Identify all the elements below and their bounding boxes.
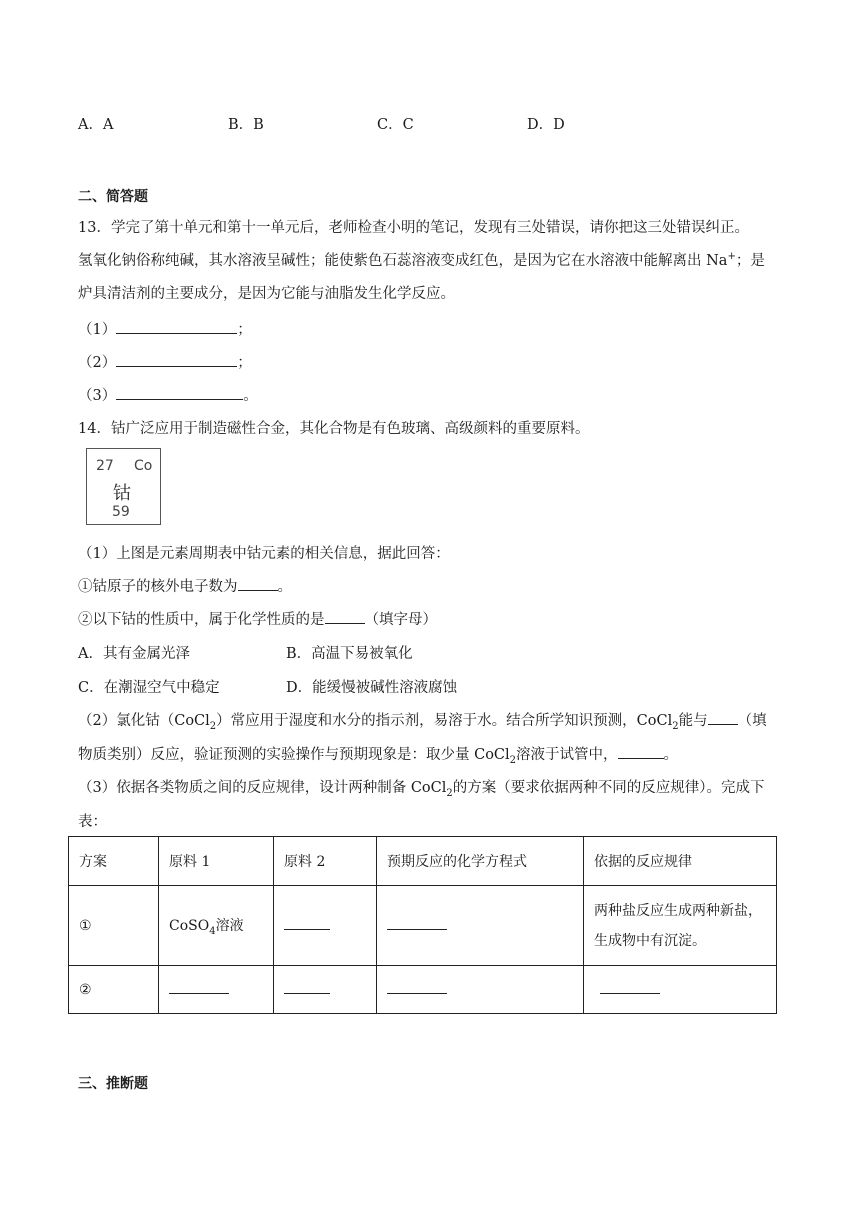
material2-blank[interactable] (274, 966, 377, 1014)
table-header: 原料 1 (159, 837, 274, 886)
choice-c: C．C (377, 117, 414, 133)
q14-part1b: ②以下钴的性质中，属于化学性质的是 （填字母） (78, 608, 437, 629)
option-c: C．在潮湿空气中稳定 (78, 680, 220, 696)
table-row (69, 886, 777, 966)
q13-blank-1[interactable]: （1） ； (78, 318, 252, 339)
section2-heading: 二、简答题 (78, 189, 148, 205)
q13-blank-3[interactable]: （3） 。 (78, 384, 258, 405)
material2-blank[interactable] (274, 886, 377, 966)
equation-blank[interactable] (377, 886, 584, 966)
section3-heading: 三、推断题 (78, 1076, 148, 1092)
q14-part2-line1: （2）氯化钴（CoCl$_2$）常应用于湿度和水分的指示剂，易溶于水。结合所学知识预测，CoCl$_2$能与 （填 (78, 709, 767, 732)
answer-choices (78, 113, 778, 135)
table-header: 依据的反应规律 (584, 837, 777, 886)
choice-a: A．A (78, 117, 114, 133)
plan-cell: ② (69, 966, 159, 1014)
blank-electron-count[interactable] (238, 576, 278, 591)
q14-part1: （1）上图是元素周期表中钴元素的相关信息，据此回答： (78, 546, 450, 562)
plan-cell: ① (69, 886, 159, 966)
q14-intro: 14．钴广泛应用于制造磁性合金，其化合物是有色玻璃、高级颜料的重要原料。 (78, 421, 590, 437)
option-d: D．能缓慢被碱性溶液腐蚀 (286, 680, 458, 696)
rule-blank[interactable] (584, 966, 777, 1014)
blank-experiment[interactable] (618, 744, 664, 759)
element-name: 钴 (113, 483, 131, 504)
choice-b: B．B (228, 117, 264, 133)
equation-blank[interactable] (377, 966, 584, 1014)
cobalt-element-card (86, 448, 161, 525)
q13-line2: 氢氧化钠俗称纯碱，其水溶液呈碱性；能使紫色石蕊溶液变成红色，是因为它在水溶液中能解离出 Na+；是 (78, 251, 765, 269)
element-symbol: Co (134, 458, 153, 474)
q14-part3-line2: 表： (78, 814, 107, 830)
q14-part1a: ①钴原子的核外电子数为 。 (78, 575, 292, 596)
atomic-number: 27 (96, 458, 114, 474)
q14-part2-line2: 物质类别）反应，验证预测的实验操作与预期现象是：取少量 CoCl$_2$溶液于试管中， 。 (78, 743, 678, 766)
blank-substance-class[interactable] (708, 710, 738, 725)
table-row (69, 966, 777, 1014)
q13-blank-2[interactable]: （2） ； (78, 351, 252, 372)
option-a: A．其有金属光泽 (78, 646, 190, 662)
table-header: 预期反应的化学方程式 (377, 837, 584, 886)
material1-blank[interactable] (159, 966, 274, 1014)
q13-line1: 13．学完了第十单元和第十一单元后，老师检查小明的笔记，发现有三处错误，请你把这三处错误纠正。 (78, 220, 749, 236)
atomic-mass: 59 (112, 504, 130, 520)
preparation-table (68, 836, 777, 1014)
table-header: 原料 2 (274, 837, 377, 886)
table-header-row (69, 837, 777, 886)
q14-part3-line1: （3）依据各类物质之间的反应规律，设计两种制备 CoCl$_2$的方案（要求依据两种不同的反应规律）。完成下 (78, 780, 765, 799)
table-header: 方案 (69, 837, 159, 886)
blank-chemical-property[interactable] (325, 609, 365, 624)
rule-cell: 两种盐反应生成两种新盐， 生成物中有沉淀。 (584, 886, 777, 966)
option-b: B．高温下易被氧化 (286, 646, 413, 662)
material1-cell: CoSO$_4$溶液 (159, 886, 274, 966)
q13-line3: 炉具清洁剂的主要成分，是因为它能与油脂发生化学反应。 (78, 286, 455, 302)
choice-d: D．D (527, 117, 565, 133)
